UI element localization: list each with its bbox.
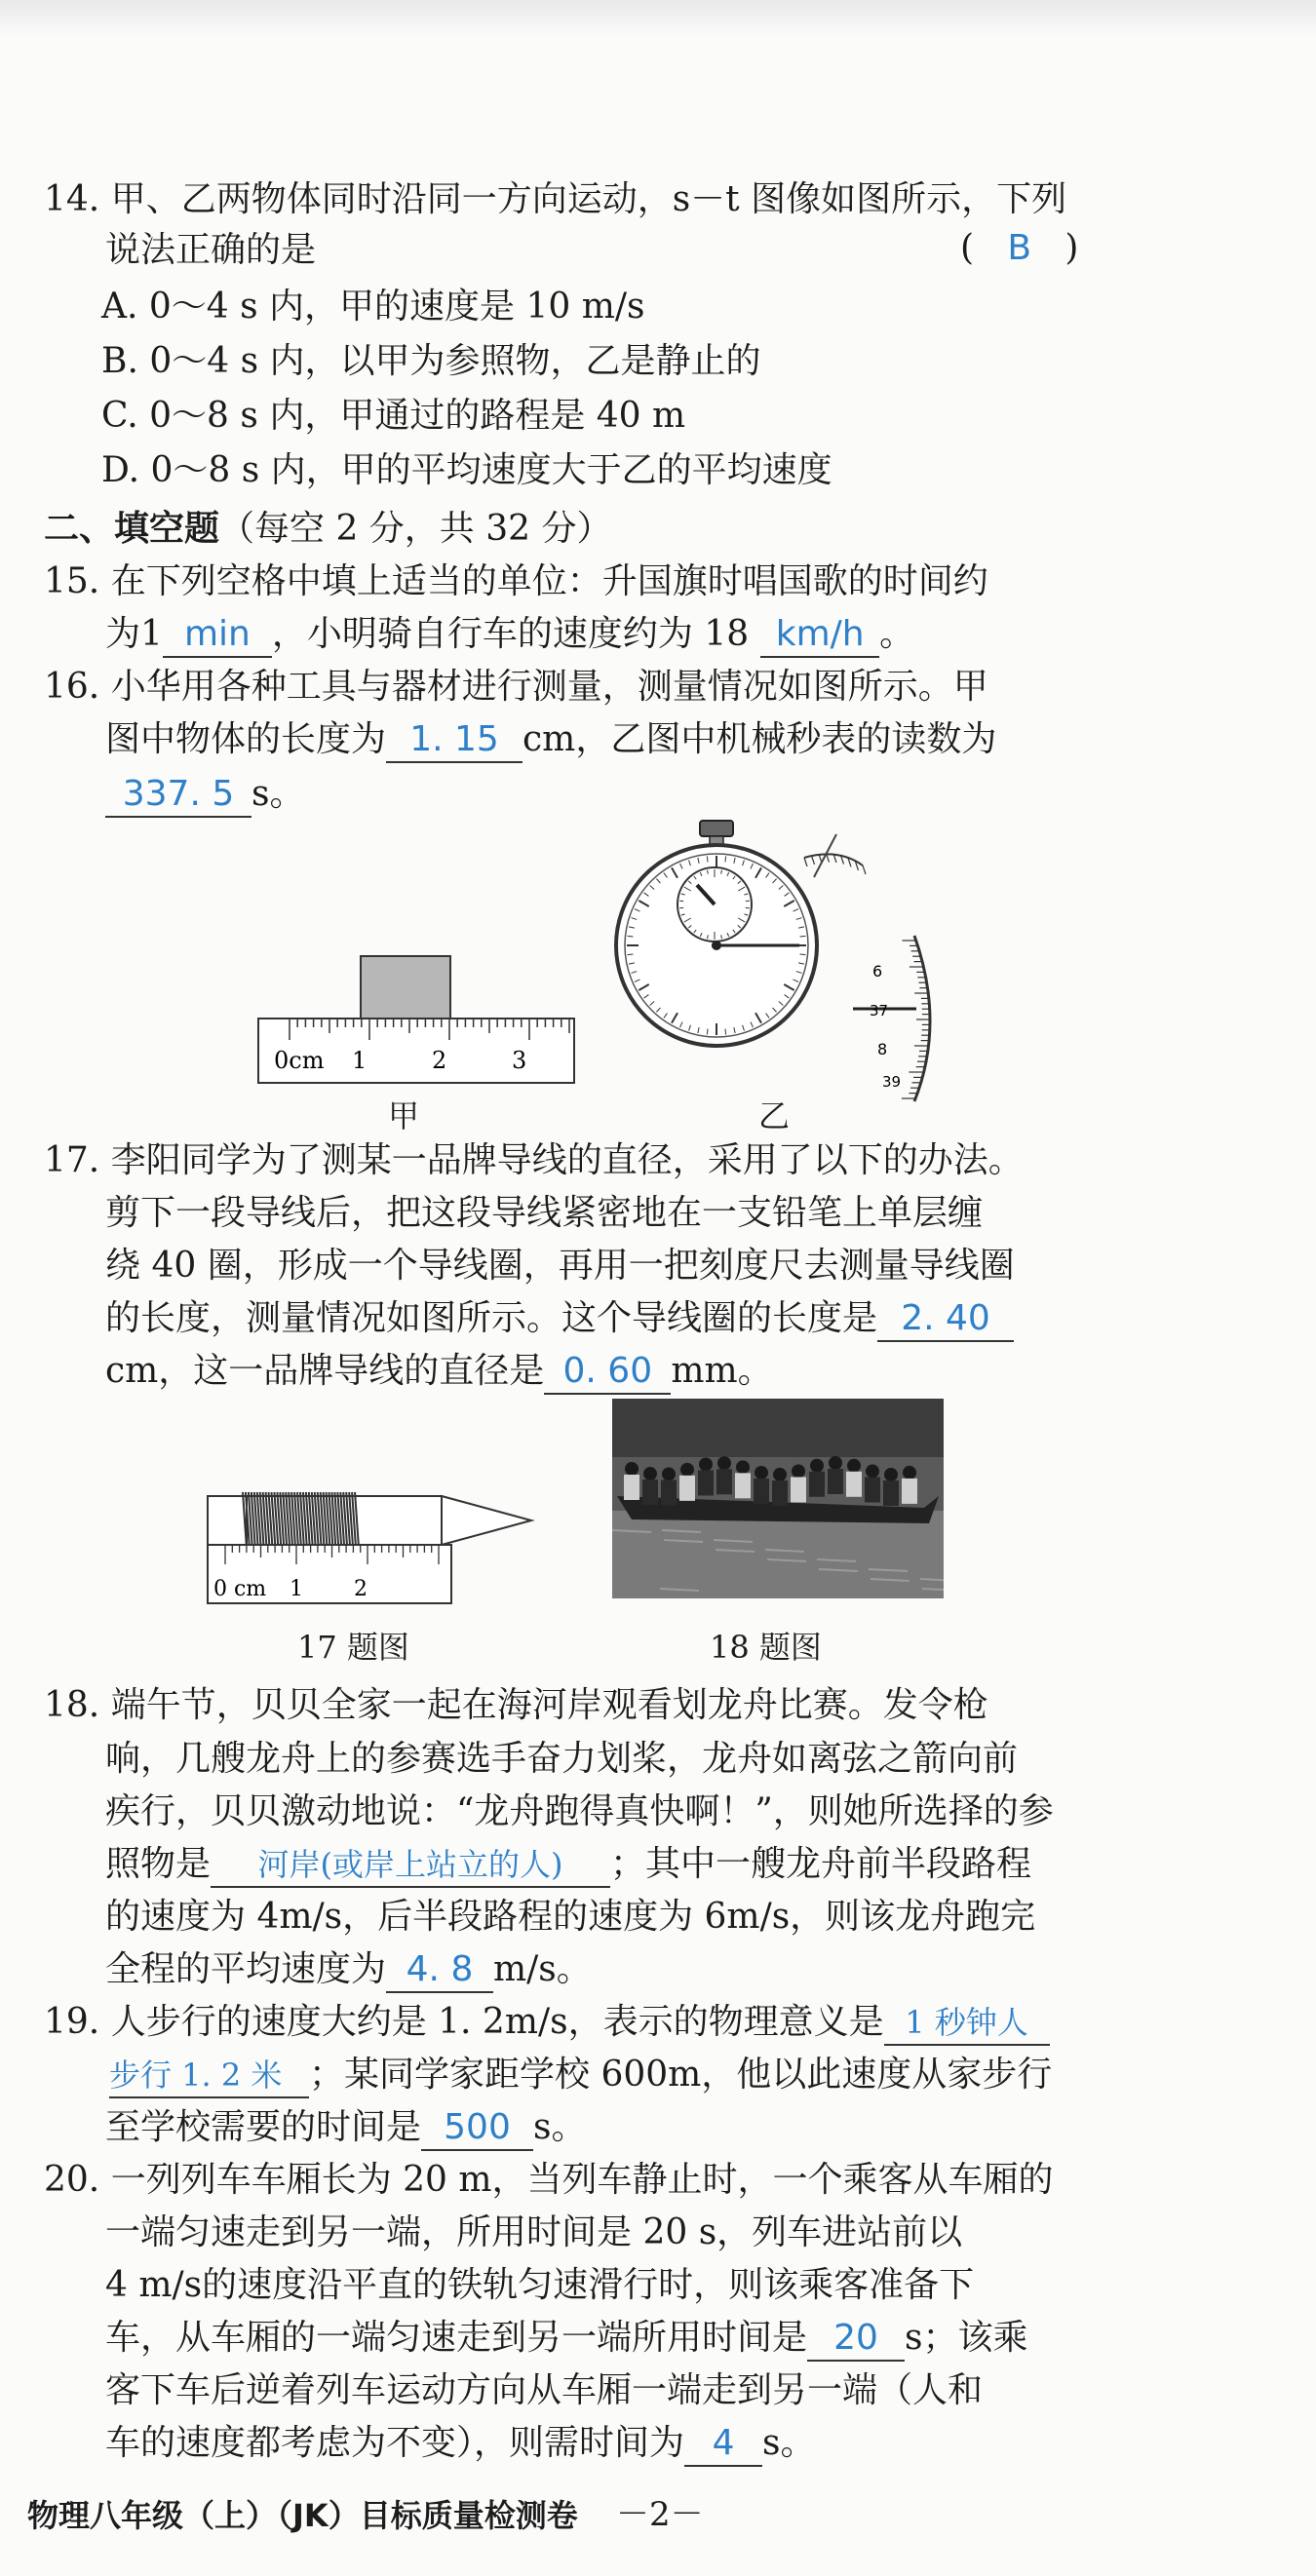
- rower-body: [865, 1478, 880, 1503]
- dragon-boat-photo: [612, 1399, 944, 1598]
- zoom-top-tick: [812, 856, 815, 865]
- q20-line-1: 20. 一列列车车厢长为 20 m，当列车静止时，一个乘客从车厢的: [44, 2160, 1054, 2200]
- q17-blank-1: [877, 1297, 1014, 1342]
- figure-caption-jia: 甲: [388, 1097, 420, 1134]
- q17-answer-2: 0. 60: [562, 1351, 653, 1391]
- q16-blank-2: [105, 773, 252, 818]
- dial-tick: [628, 936, 634, 937]
- rower-head: [662, 1467, 676, 1480]
- q15-blank-1: [163, 613, 272, 658]
- q20-line-3: 4 m/s的速度沿平直的铁轨匀速滑行时，则该乘客准备下: [105, 2265, 975, 2305]
- coil-ruler-figure: [200, 1467, 551, 1613]
- ruler-label-3: 3: [512, 1047, 527, 1074]
- dial-tick: [707, 857, 708, 863]
- section2-note: （每空 2 分，共 32 分）: [219, 509, 612, 549]
- dial-tick: [725, 1029, 726, 1035]
- ruler-label-0: 0cm: [274, 1047, 325, 1074]
- rower-body: [698, 1470, 714, 1495]
- q17-line-5: cm，这一品牌导线的直径是 0. 60 mm。: [105, 1347, 773, 1396]
- zoom-scale-arc: [914, 936, 930, 1101]
- stopwatch-crown: [700, 821, 733, 836]
- q14-line-1: 14. 甲、乙两物体同时沿同一方向运动，s－t 图像如图所示，下列: [44, 179, 1067, 219]
- q20-blank-1: [807, 2317, 905, 2362]
- measured-block: [361, 956, 450, 1019]
- photo-far-bank: [612, 1399, 944, 1457]
- rower-body: [791, 1477, 806, 1502]
- rower-body: [828, 1469, 843, 1494]
- fig18-caption: 18 题图: [710, 1629, 822, 1666]
- rower-body: [624, 1475, 639, 1500]
- dial-tick: [800, 936, 806, 937]
- q16-answer-2: 337. 5: [122, 774, 235, 814]
- q19-answer-1-part1: 1 秒钟人: [905, 2004, 1028, 2041]
- q15-answer-2: km/h: [775, 614, 865, 654]
- pencil-end: [208, 1496, 247, 1545]
- page-top-shading: [0, 0, 1316, 37]
- zoom-top-tick: [863, 865, 866, 874]
- dial-tick: [628, 954, 634, 955]
- scale-label-8: 8: [877, 1040, 888, 1058]
- rower-head: [829, 1456, 842, 1470]
- rower-head: [699, 1457, 713, 1471]
- q14-option-b: B. 0～4 s 内，以甲为参照物，乙是静止的: [101, 341, 761, 381]
- pencil-tip: [442, 1496, 531, 1545]
- rower-body: [754, 1479, 769, 1504]
- q15-line-2: 为1 min ，小明骑自行车的速度约为 18 km/h 。: [105, 610, 914, 659]
- q18-line-2: 响，几艘龙舟上的参赛选手奋力划桨，龙舟如离弦之箭向前: [105, 1739, 1019, 1779]
- q17-answer-1: 2. 40: [901, 1298, 990, 1338]
- dial-tick: [800, 954, 806, 955]
- rower-head: [792, 1464, 805, 1478]
- q20-line-2: 一端匀速走到另一端，所用时间是 20 s，列车进站前以: [105, 2212, 963, 2252]
- scale-label-37: 37: [870, 1002, 889, 1019]
- q19-blank-1a: [884, 2001, 1050, 2046]
- ruler-figure-jia: [249, 950, 580, 1089]
- q18-blank-1: [211, 1843, 610, 1888]
- q17-line-3: 绕 40 圈，形成一个导线圈，再用一把刻度尺去测量导线圈: [105, 1246, 1015, 1286]
- figure-caption-yi: 乙: [758, 1097, 791, 1134]
- q18-answer-2: 4. 8: [406, 1949, 474, 1989]
- stopwatch-figure-yi: [604, 809, 955, 1111]
- ruler-label-2: 2: [432, 1047, 447, 1074]
- q20-line-5: 客下车后逆着列车运动方向从车厢一端走到另一端（人和: [105, 2370, 984, 2410]
- rower-body: [846, 1472, 862, 1497]
- rower-head: [866, 1465, 879, 1479]
- q20-line-6: 车的速度都考虑为不变），则需时间为 4 s。: [105, 2419, 816, 2468]
- rower-body: [902, 1479, 917, 1504]
- q18-answer-1: 河岸(或岸上站立的人): [257, 1846, 563, 1883]
- q20-answer-2: 4: [712, 2423, 735, 2463]
- q15-answer-1: min: [183, 614, 251, 654]
- rower-head: [810, 1459, 824, 1473]
- rower-head: [680, 1463, 694, 1477]
- q15-blank-2: [760, 613, 879, 658]
- scale-label-39: 39: [882, 1073, 902, 1091]
- q19-answer-2: 500: [444, 2107, 511, 2147]
- q16-line-3: 337. 5 s。: [105, 770, 304, 819]
- rower-head: [717, 1456, 731, 1470]
- q17-line-4: 的长度，测量情况如图所示。这个导线圈的长度是 2. 40: [105, 1294, 1014, 1343]
- q19-line-3: 至学校需要的时间是 500 s。: [105, 2103, 587, 2152]
- coil-ruler-label-0: 0 cm: [213, 1577, 267, 1601]
- dial-tick: [725, 857, 726, 863]
- rower-head: [755, 1466, 768, 1480]
- footer-book-title: 物理八年级（上）（JK）目标质量检测卷: [27, 2497, 578, 2534]
- rower-body: [679, 1476, 695, 1501]
- rower-head: [903, 1466, 916, 1480]
- q19-line-1: 19. 人步行的速度大约是 1. 2m/s，表示的物理意义是 1 秒钟人: [44, 1998, 1050, 2047]
- rower-body: [642, 1480, 658, 1505]
- stopwatch-center: [712, 941, 721, 950]
- coil-ruler-label-1: 1: [290, 1577, 303, 1601]
- rower-body: [735, 1473, 751, 1498]
- q19-line-2: 步行 1. 2 米 ；某同学家距学校 600m，他以此速度从家步行: [109, 2051, 1052, 2099]
- rower-body: [883, 1480, 899, 1506]
- q14-option-a: A. 0～4 s 内，甲的速度是 10 m/s: [101, 287, 645, 327]
- section2-title: 二、填空题: [44, 509, 220, 549]
- q17-line-2: 剪下一段导线后，把这段导线紧密地在一支铅笔上单层缠: [105, 1193, 984, 1233]
- q14-line-2: 说法正确的是: [105, 230, 317, 270]
- ruler-label-1: 1: [352, 1047, 368, 1074]
- rower-head: [847, 1459, 861, 1473]
- rower-body: [716, 1469, 732, 1494]
- photo-water: [612, 1511, 944, 1598]
- q14-option-d: D. 0～8 s 内，甲的平均速度大于乙的平均速度: [101, 450, 832, 490]
- rower-head: [643, 1467, 657, 1480]
- q18-line-1: 18. 端午节，贝贝全家一起在海河岸观看划龙舟比赛。发令枪: [44, 1685, 988, 1725]
- q14-option-c: C. 0～8 s 内，甲通过的路程是 40 m: [101, 396, 686, 436]
- dial-tick: [707, 1029, 708, 1035]
- q14-answer: B: [1007, 228, 1032, 268]
- rower-body: [661, 1480, 677, 1505]
- q20-answer-1: 20: [833, 2318, 878, 2358]
- q19-blank-2: [421, 2106, 533, 2151]
- rower-body: [809, 1472, 825, 1497]
- q19-answer-1-part2: 步行 1. 2 米: [109, 2057, 283, 2094]
- q15-line-1: 15. 在下列空格中填上适当的单位：升国旗时唱国歌的时间约: [44, 561, 988, 601]
- q17-line-1: 17. 李阳同学为了测某一品牌导线的直径，采用了以下的办法。: [44, 1140, 1024, 1180]
- q18-line-5: 的速度为 4m/s，后半段路程的速度为 6m/s，则该龙舟跑完: [105, 1897, 1036, 1937]
- q20-blank-2: [684, 2422, 762, 2467]
- q16-answer-1: 1. 15: [409, 719, 499, 759]
- coil-ruler-label-2: 2: [354, 1577, 368, 1601]
- q19-blank-1b: [109, 2054, 309, 2098]
- q14-answer-bracket: ( B ): [960, 228, 1079, 268]
- rower-head: [736, 1460, 750, 1474]
- rower-head: [773, 1468, 787, 1481]
- q16-blank-1: [386, 718, 523, 763]
- q18-line-3: 疾行，贝贝激动地说：“龙舟跑得真快啊！”，则她所选择的参: [105, 1791, 1054, 1831]
- zoom-top-tick: [804, 858, 807, 866]
- q18-line-6: 全程的平均速度为 4. 8 m/s。: [105, 1945, 592, 1994]
- q16-line-2: 图中物体的长度为 1. 15 cm，乙图中机械秒表的读数为: [105, 715, 996, 764]
- fig17-caption: 17 题图: [297, 1629, 409, 1666]
- q18-blank-2: [386, 1948, 493, 1993]
- q16-line-1: 16. 小华用各种工具与器材进行测量，测量情况如图所示。甲: [44, 667, 988, 707]
- rower-head: [625, 1462, 639, 1476]
- section2-heading: [44, 505, 612, 554]
- q20-line-4: 车，从车厢的一端匀速走到另一端所用时间是 20 s；该乘: [105, 2314, 1028, 2363]
- page-number: －2－: [616, 2495, 704, 2534]
- q17-blank-2: [544, 1350, 671, 1395]
- rower-head: [884, 1468, 898, 1481]
- rower-body: [772, 1480, 788, 1506]
- q18-line-4: 照物是 河岸(或岸上站立的人) ；其中一艘龙舟前半段路程: [105, 1840, 1031, 1889]
- scale-label-6: 6: [872, 962, 883, 980]
